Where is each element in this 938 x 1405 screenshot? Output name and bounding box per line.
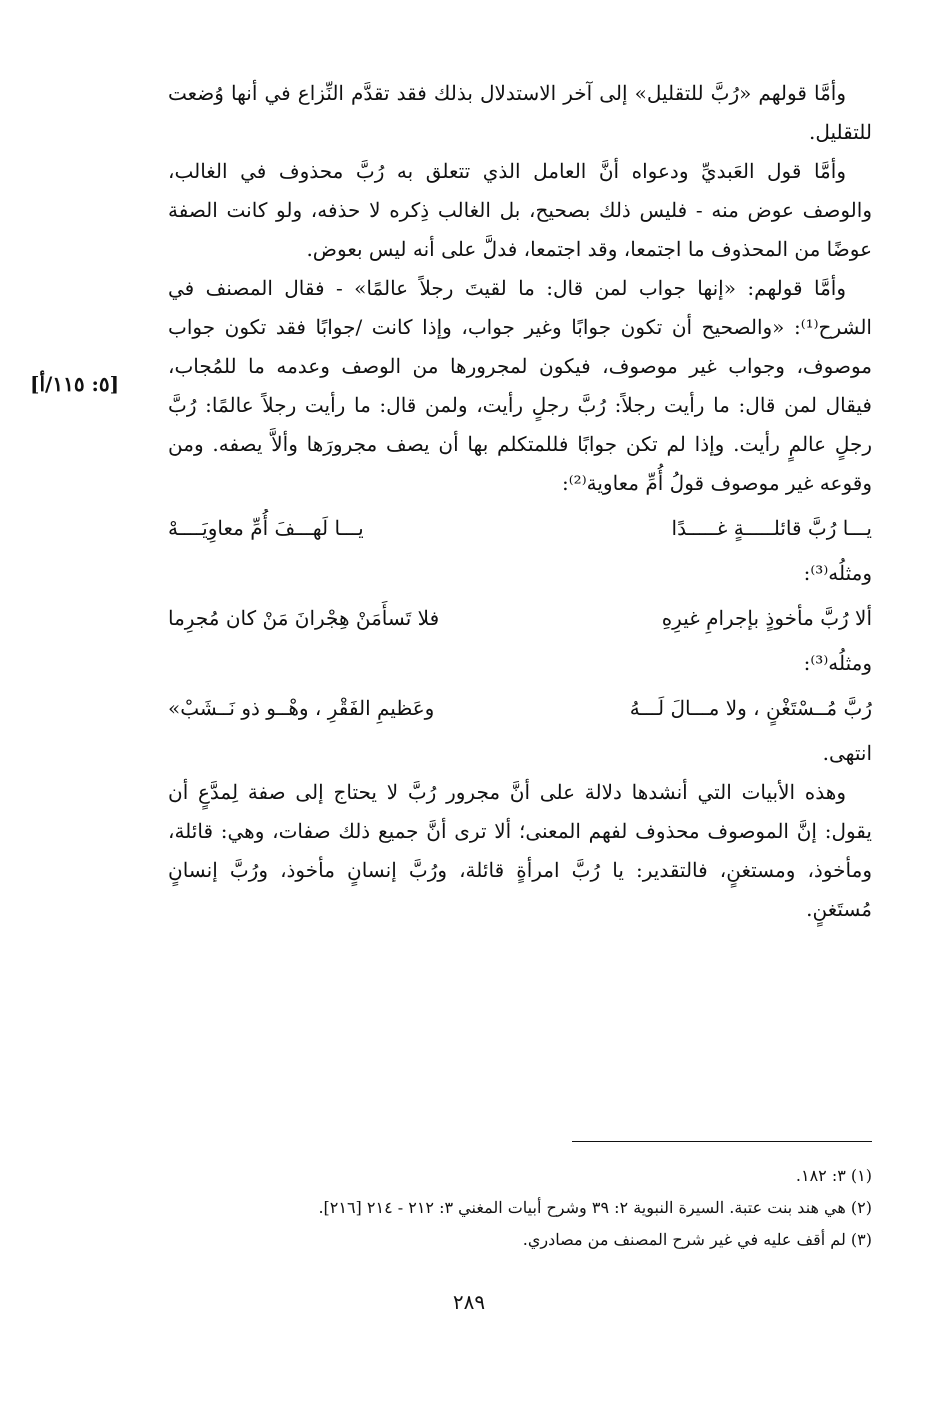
end-of-quote: انتهى. xyxy=(822,741,872,765)
verse-3-first-hemistich: رُبَّ مُــسْتَغْنٍ ، ولا مـــالَ لَـــهُ xyxy=(629,696,872,720)
verse-1-first-hemistich: يـــا رُبَّ قائلـــــةٍ غـــــدًا xyxy=(671,516,872,540)
manuscript-folio-reference: [٥: ١١٥/أ] xyxy=(30,372,120,396)
paragraph-closing: وهذه الأبيات التي أنشدها دلالة على أنَّ مجرور رُبَّ لا يحتاج إلى صفة لِمدَّعٍ أن يقول: إنَّ الموصوف محذوف لفهم المعنى؛ ألا ترى أنَّ جميع ذلك صفات، وهي: قائلة، ومأخوذ، ومستغنٍ، فالتقدير: يا رُبَّ امرأةٍ قائلة، ورُبَّ إنسانٍ مأخوذ، ورُبَّ إنسانٍ مُستَغنٍ. xyxy=(168,780,872,921)
paragraph-abdi: وأمَّا قول العَبديِّ ودعواه أنَّ العامل الذي تتعلق به رُبَّ محذوف في الغالب، والوصف عوض منه - فليس ذلك بصحيح، بل الغالب ذِكره لا حذفه، ولو كانت الصفة عوضًا من المحذوف ما اجتمعا، وقد اجتمعا، فدلَّ على أنه ليس بعوض. xyxy=(168,159,872,261)
footnotes xyxy=(168,1160,872,1256)
verse-1-second-hemistich: يـــا لَهـــفَ أُمِّ معاوِيَــــهْ xyxy=(168,516,364,540)
verse-3-second-hemistich: وعَظيمِ الفَقْرِ ، وهْــو ذو نَــشَبْ» xyxy=(168,696,435,720)
footnote-3: (٣) لم أقف عليه في غير شرح المصنف من مصادري. xyxy=(522,1230,872,1249)
footnote-2: (٢) هي هند بنت عتبة. السيرة النبوية ٢: ٣٩ وشرح أبيات المغني ٣: ٢١٢ - ٢١٤ [٢١٦]. xyxy=(318,1198,872,1217)
page-number: ٢٨٩ xyxy=(452,1290,486,1314)
verse-2-first-hemistich: ألا رُبَّ مأخوذٍ بإجرامِ غيرِهِ xyxy=(661,606,872,630)
verse-line-1 xyxy=(168,503,872,554)
example-label-2: ومثلُه⁽³⁾: xyxy=(803,651,872,675)
example-label-1: ومثلُه⁽³⁾: xyxy=(803,561,872,585)
verse-line-2 xyxy=(168,593,872,644)
verse-line-3 xyxy=(168,683,872,734)
footnote-divider xyxy=(572,1141,872,1142)
verse-2-second-hemistich: فلا تَسأَمَنْ هِجْرانَ مَنْ كان مُجرِما xyxy=(168,606,440,630)
footnote-1: (١) ٣: ١٨٢. xyxy=(795,1166,872,1185)
paragraph-taqlil: وأمَّا قولهم «رُبَّ للتقليل» إلى آخر الاستدلال بذلك فقد تقدَّم النِّزاع في أنها وُضعت للتقليل. xyxy=(168,81,872,144)
main-text xyxy=(168,74,872,929)
paragraph-jawab: وأمَّا قولهم: «إنها جواب لمن قال: ما لقيتَ رجلاً عالمًا» - فقال المصنف في الشرح⁽¹⁾: «والصحيح أن تكون جوابًا وغير جواب، وإذا كانت /جوابًا فقد تكون جواب موصوف، وجواب غير موصوف، فيكون لمجرورها من الوصف وعدمه ما للمُجاب، فيقال لمن قال: ما رأيت رجلاً: رُبَّ رجلٍ رأيت، ولمن قال: ما رأيت رجلاً عالمًا: رُبَّ رجلٍ عالمٍ رأيت. وإذا لم تكن جوابًا فللمتكلم بها أن يصف مجرورَها وألاَّ يصفه. ومن وقوعه غير موصوف قولُ أُمِّ معاوية⁽²⁾: xyxy=(168,276,872,495)
